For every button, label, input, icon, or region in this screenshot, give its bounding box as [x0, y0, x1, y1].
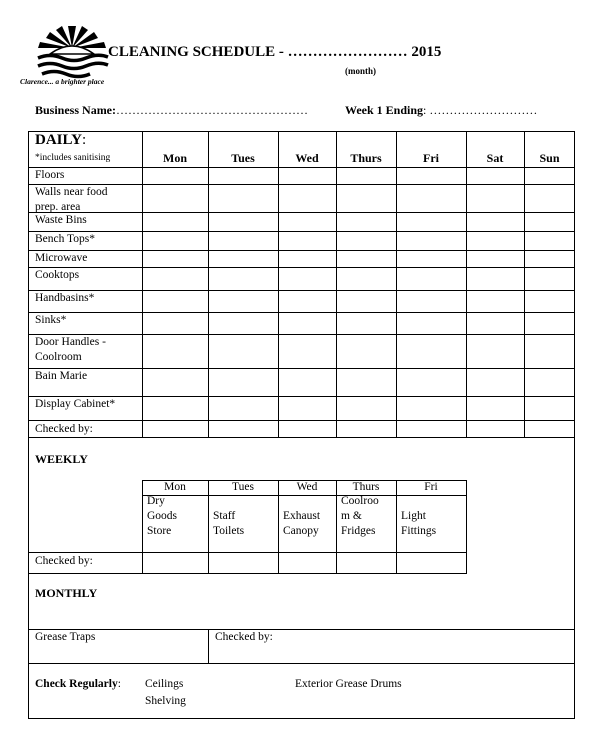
daily-check-cell[interactable]	[397, 251, 466, 267]
daily-check-cell[interactable]	[337, 251, 396, 267]
weekly-task-line: Exhaust	[283, 510, 321, 522]
daily-task-label	[35, 213, 87, 228]
daily-task-line: prep. area	[35, 201, 81, 213]
daily-check-cell[interactable]	[143, 251, 208, 267]
daily-check-cell[interactable]	[279, 397, 336, 420]
daily-check-cell[interactable]	[337, 268, 396, 290]
regular-item-ceilings: Ceilings	[145, 678, 184, 690]
daily-day-header-sun: Sun	[539, 151, 560, 165]
daily-check-cell[interactable]	[279, 232, 336, 250]
daily-check-cell[interactable]	[337, 185, 396, 212]
daily-check-cell[interactable]	[397, 369, 466, 396]
grid-line	[208, 480, 209, 574]
daily-task-line: Handbasins*	[35, 292, 95, 304]
daily-check-cell[interactable]	[209, 251, 278, 267]
daily-check-cell[interactable]	[337, 213, 396, 231]
weekly-task-line: Goods	[147, 510, 178, 522]
daily-check-cell[interactable]	[209, 369, 278, 396]
grid-line	[466, 480, 467, 574]
daily-task-line: Waste Bins	[35, 214, 87, 226]
daily-task-line: Door Handles -	[35, 336, 106, 348]
daily-task-line: Walls near food	[35, 186, 108, 198]
daily-check-cell[interactable]	[525, 213, 575, 231]
daily-task-line: Microwave	[35, 252, 88, 264]
daily-check-cell[interactable]	[525, 185, 575, 212]
daily-check-cell[interactable]	[279, 251, 336, 267]
daily-check-cell[interactable]	[525, 251, 575, 267]
daily-check-cell[interactable]	[279, 268, 336, 290]
daily-check-cell[interactable]	[397, 168, 466, 184]
daily-check-cell[interactable]	[279, 291, 336, 312]
daily-check-cell[interactable]	[209, 213, 278, 231]
weekly-day-header-fri: Fri	[424, 481, 438, 493]
weekly-task-line: Light	[401, 510, 426, 522]
weekly-task-line: Dry	[147, 495, 165, 507]
sun-rays-icon	[38, 26, 106, 48]
daily-check-cell[interactable]	[209, 168, 278, 184]
daily-task-label	[35, 251, 87, 266]
weekly-task-line: Canopy	[283, 525, 319, 537]
daily-check-cell[interactable]	[525, 168, 575, 184]
daily-check-cell[interactable]	[525, 335, 575, 368]
daily-task-label	[35, 369, 87, 384]
daily-check-cell[interactable]	[397, 232, 466, 250]
daily-task-label	[35, 168, 64, 183]
daily-check-cell[interactable]	[397, 335, 466, 368]
daily-task-label	[35, 232, 95, 247]
monthly-checked-by[interactable]: Checked by:	[215, 631, 273, 643]
daily-task-line: Floors	[35, 169, 65, 181]
week-ending-dots: : ………………………	[423, 103, 538, 117]
daily-check-cell[interactable]	[337, 369, 396, 396]
daily-check-cell[interactable]	[143, 313, 208, 334]
daily-check-cell[interactable]	[337, 232, 396, 250]
daily-check-cell[interactable]	[279, 213, 336, 231]
daily-check-cell[interactable]	[209, 313, 278, 334]
daily-check-cell[interactable]	[337, 397, 396, 420]
week-ending-label: Week 1 Ending	[345, 103, 424, 117]
daily-check-cell[interactable]	[467, 213, 524, 231]
regular-item-shelving: Shelving	[145, 695, 186, 707]
daily-check-cell[interactable]	[525, 232, 575, 250]
weekly-day-header-tues: Tues	[232, 481, 254, 493]
daily-check-cell[interactable]	[279, 335, 336, 368]
daily-check-cell[interactable]	[209, 268, 278, 290]
weekly-task	[147, 494, 177, 539]
daily-check-cell[interactable]	[337, 168, 396, 184]
weekly-task	[213, 509, 244, 539]
weekly-task	[401, 509, 436, 539]
daily-check-cell[interactable]	[525, 313, 575, 334]
daily-task-label	[35, 313, 66, 328]
weekly-task-line: Toilets	[213, 525, 245, 537]
daily-day-header-mon: Mon	[163, 151, 187, 165]
grid-line	[28, 437, 575, 438]
daily-task-label	[35, 291, 94, 306]
grid-line	[142, 495, 467, 496]
divider	[208, 629, 209, 664]
daily-task-line: Display Cabinet*	[35, 398, 116, 410]
daily-task-label	[35, 397, 115, 412]
daily-check-cell[interactable]	[467, 168, 524, 184]
weekly-task-line: Store	[147, 525, 172, 537]
daily-check-cell[interactable]	[209, 185, 278, 212]
daily-check-cell[interactable]	[337, 313, 396, 334]
weekly-task-line: Fittings	[401, 525, 437, 537]
daily-task-line: Cooktops	[35, 269, 80, 281]
daily-task-line: Sinks*	[35, 314, 67, 326]
divider	[28, 629, 575, 630]
daily-subtitle: *includes sanitising	[35, 153, 111, 163]
monthly-title: MONTHLY	[35, 586, 98, 600]
daily-check-cell[interactable]	[209, 335, 278, 368]
daily-check-cell[interactable]	[143, 335, 208, 368]
daily-check-cell[interactable]	[525, 291, 575, 312]
daily-check-cell[interactable]	[525, 369, 575, 396]
weekly-task-line: Coolroo	[341, 495, 379, 507]
daily-check-cell[interactable]	[337, 335, 396, 368]
week-ending-field[interactable]	[345, 103, 537, 118]
business-name-dots: …………………………………………	[116, 103, 309, 117]
daily-day-header-tues: Tues	[231, 151, 255, 165]
daily-day-header-thurs: Thurs	[350, 151, 382, 165]
page-title: CLEANING SCHEDULE - …………………… 2015	[108, 44, 442, 60]
grid-line	[28, 552, 467, 553]
daily-check-cell[interactable]	[143, 291, 208, 312]
month-label: (month)	[345, 66, 376, 76]
daily-check-cell[interactable]	[397, 185, 466, 212]
daily-task-line: Bench Tops*	[35, 233, 95, 245]
daily-check-cell[interactable]	[467, 313, 524, 334]
daily-task-label	[35, 268, 79, 283]
daily-day-header-wed: Wed	[295, 151, 319, 165]
daily-check-cell[interactable]	[467, 251, 524, 267]
daily-day-header-fri: Fri	[423, 151, 439, 165]
weekly-title: WEEKLY	[35, 452, 88, 466]
daily-check-cell[interactable]	[143, 397, 208, 420]
daily-task-label	[35, 185, 108, 215]
daily-check-cell[interactable]	[209, 232, 278, 250]
weekly-day-header-mon: Mon	[164, 481, 186, 493]
daily-day-header-sat: Sat	[486, 151, 504, 165]
daily-check-cell[interactable]	[143, 168, 208, 184]
grid-line	[142, 480, 143, 574]
weekly-task-line: m &	[341, 510, 362, 522]
daily-check-cell[interactable]	[143, 268, 208, 290]
daily-check-cell[interactable]	[279, 185, 336, 212]
daily-title: DAILY:	[35, 132, 87, 148]
daily-check-cell[interactable]	[143, 232, 208, 250]
grid-line	[396, 480, 397, 574]
weekly-day-header-thurs: Thurs	[352, 481, 380, 493]
weekly-day-header-wed: Wed	[296, 481, 318, 493]
grid-line	[28, 420, 575, 421]
daily-check-cell[interactable]	[467, 268, 524, 290]
daily-check-cell[interactable]	[279, 313, 336, 334]
weekly-task	[341, 494, 379, 539]
divider	[28, 663, 575, 664]
daily-check-cell[interactable]	[143, 185, 208, 212]
daily-check-cell[interactable]	[143, 369, 208, 396]
daily-check-cell[interactable]	[397, 397, 466, 420]
grid-line	[278, 480, 279, 574]
waves-icon	[38, 55, 108, 76]
grid-line	[336, 480, 337, 574]
daily-check-cell[interactable]	[397, 213, 466, 231]
daily-task-line: Bain Marie	[35, 370, 88, 382]
daily-check-cell[interactable]	[279, 369, 336, 396]
daily-check-cell[interactable]	[467, 369, 524, 396]
daily-check-cell[interactable]	[467, 185, 524, 212]
daily-check-cell[interactable]	[397, 268, 466, 290]
check-regularly-label: Check Regularly:	[35, 678, 121, 690]
daily-check-cell[interactable]	[397, 291, 466, 312]
daily-check-cell[interactable]	[397, 313, 466, 334]
regular-item-exterior-grease-drums: Exterior Grease Drums	[295, 678, 402, 690]
daily-check-cell[interactable]	[209, 397, 278, 420]
daily-task-label	[35, 335, 106, 365]
daily-check-cell[interactable]	[467, 335, 524, 368]
daily-checked-by[interactable]: Checked by:	[35, 423, 93, 435]
daily-check-cell[interactable]	[279, 168, 336, 184]
daily-check-cell[interactable]	[467, 291, 524, 312]
daily-check-cell[interactable]	[209, 291, 278, 312]
business-name-field[interactable]	[35, 103, 308, 118]
daily-task-line: Coolroom	[35, 351, 82, 363]
weekly-task-line: Fridges	[341, 525, 376, 537]
daily-check-cell[interactable]	[467, 232, 524, 250]
business-name-label: Business Name:	[35, 103, 117, 117]
daily-check-cell[interactable]	[525, 397, 575, 420]
monthly-task-grease-traps: Grease Traps	[35, 631, 96, 643]
weekly-checked-by[interactable]: Checked by:	[35, 555, 93, 567]
daily-check-cell[interactable]	[337, 291, 396, 312]
daily-check-cell[interactable]	[143, 213, 208, 231]
daily-check-cell[interactable]	[467, 397, 524, 420]
weekly-task-line: Staff	[213, 510, 236, 522]
grid-line	[28, 573, 467, 574]
logo-caption: Clarence... a brighter place	[20, 77, 105, 86]
daily-check-cell[interactable]	[525, 268, 575, 290]
weekly-task	[283, 509, 320, 539]
